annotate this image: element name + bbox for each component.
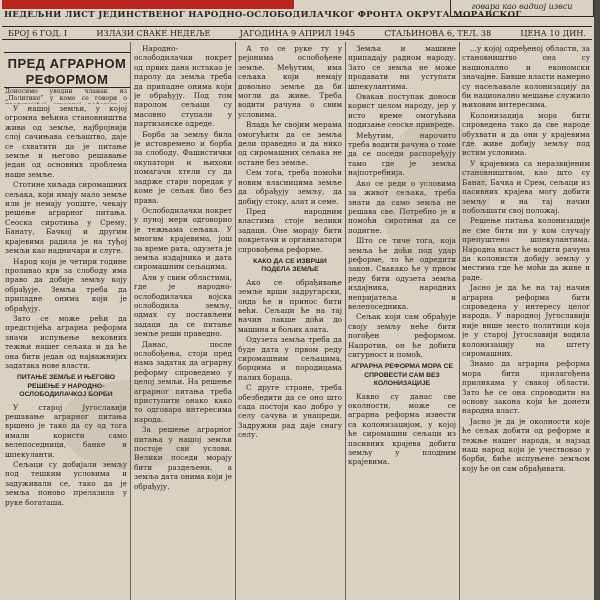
paragraph: ...у којој одређеној области, за становништво она су национално и економски значајне. Бивше власти намерно су насељавале колонизацију да би национално мешање служило њиховим интересима.: [462, 44, 590, 110]
article-column-4: [348, 44, 456, 600]
paragraph: Земља и машине припадају радном народу. Зато се земља не може продавати ни уступати шпекулантима.: [348, 44, 456, 91]
paragraph: Колонизација мора бити спроведена тако да све народе обухвати и да они у крајевима где живе добију земљу под истим условима.: [462, 110, 590, 158]
article-column-5: [462, 44, 590, 600]
paragraph: Ако се реди о условима за живот сељака, треба знати да само земља не решава све. Потребно је и помоћи сиротињи да се подигне.: [348, 178, 456, 235]
paragraph: Какво су данас све околности, може се аграрна реформа извести са колонизацијом, у којој ће сиромашни сељаци из пасивних крајева добити земљу у плодним крајевима.: [348, 391, 456, 467]
paragraph: Што се тиче тога, која земља ће доћи под удар реформе, то ће одредити закон. Свакако ће у првом реду бити одузета земља издајника, народних непријатеља и велепоседника.: [348, 236, 456, 311]
paragraph: Народно-ослободилачки покрет од првих дана истакао је паролу да земља треба да припадне онима који је обрађују. Под том паролом сељаци су масовно ступали у партизанске одреде.: [134, 44, 232, 129]
column-rule: [235, 42, 236, 600]
info-bar: [2, 26, 592, 40]
place-date: ЈАГОДИНА 9 АПРИЛ 1945: [239, 28, 356, 38]
paragraph: У нашој земљи, у којој огромна већина становништва живи од земље, најбројнији слој сачињава сељаштво, даје се схватити да је питање земље и његово решавање један од основних проблема наше земље.: [5, 104, 127, 179]
masthead-logo-band: [2, 0, 294, 9]
masthead-corner-box: говара као вадиој извси: [450, 0, 594, 17]
paragraph: Сем тога, треба помоћи новим власницима земље да обрађују земљу, да добију стоку, алат и семе.: [238, 168, 342, 206]
paragraph: Овакав поступак доноси корист целом народу, јер у исто време омогућава подизање сеоске привреде.: [348, 92, 456, 130]
article-column-3: [238, 44, 342, 600]
paragraph: Одузета земља треба да буде дата у првом реду сиромашним сељацима, борцима и породицама палих бораца.: [238, 335, 342, 382]
paragraph: Решење питања колонизације не сме бити ни у ком случају препуштено шпекулантима. Народна власт ће водити рачуна да колонисти добију земљу у местима где ће моћи да живе и раде.: [462, 216, 590, 282]
paragraph: Ако се обрађивање земље врши задругарски, онда ће и принос бити већи. Сељаци ће на тај начин лакше доћи до машина и бољих алата.: [238, 277, 342, 334]
paragraph: За решење аграрног питања у нашој земљи постоје сви услови. Велики поседи морају бити раздељени, а земља дата онима који је обрађују.: [134, 425, 232, 491]
column-rule: [345, 42, 346, 600]
column-rule: [459, 42, 460, 600]
paragraph: У старој Југославији решавање аграрног питања вршено је тако да су од тога имали користи само велепоседници, банке и шпекуланти.: [5, 402, 127, 459]
paragraph: Пред народним властима стоје велики задаци. Оне морају бити покретачи и организатори спровођења реформе.: [238, 206, 342, 254]
paragraph: Народ који је четири године проливао крв за слободу има право да добије земљу коју обрађује. Земља треба да припадне онима који је обрађују.: [5, 256, 127, 313]
paragraph: Данас, после ослобођења, стоји пред нама задатак да аграрну реформу спроведемо у целој земљи. На решење аграрног питања треба приступити онако како то одговара интересима народа.: [134, 339, 232, 424]
paragraph: Сељак који сам обрађује своју земљу неће бити погођен реформом. Напротив, он ће добити сигурност и помоћ.: [348, 312, 456, 359]
paragraph: А то се руке ту у рејонима ослобођене земље. Међутим, има сељака који немају довољно земље да би могли да живе. Треба водити рачуна о свим условима.: [238, 44, 342, 119]
page-edge-shadow: [594, 0, 600, 600]
paragraph: У крајевима са неразвијеним становништвом, као што су Банат, Бачка и Срем, сељаци из пасивних крајева могу добити земљу и на тај начин побољшати свој положај.: [462, 158, 590, 215]
paragraph: Борба за земљу била је истовремено и борба за слободу. Фашистички окупатори и њихови помагачи хтели су да задрже стари поредак у коме је сељак био без права.: [134, 129, 232, 205]
paragraph: Јасно је да је околности које ће сељак добити од реформе и тежње нашег народа, и најзад наш народ који је учествовао у борби, биће испуњене земљом коју ће он сам обрађивати.: [462, 416, 590, 473]
price: ЦЕНА 10 ДИН.: [520, 28, 586, 38]
article-headline: ПРЕД АГРАРНОМ РЕФОРМОМ: [7, 56, 127, 87]
paragraph: Стотине хиљада сиромашних сељака, који имају мало земље или је немају уопште, чекају решење аграрног питања. Сеоска сиротиња у Срему, Банату, Бачкој и другим крајевима радила је на туђој земљи као надничари и слуге.: [5, 180, 127, 256]
paragraph: Ослободилачки покрет у пуној мери одговорио је тежњама сељака. У многим крајевима, још за време рата, одузета је земља издајника и дата сиромашним сељацима.: [134, 205, 232, 272]
section-subheading: АГРАРНА РЕФОРМА МОРА СЕ СПРОВЕСТИ САМ ВЕЗ КОЛОНИЗАЦИЈЕ: [350, 363, 454, 388]
paragraph: Сељаци су добијали земљу под тешким условима и задуживали се, тако да је земља поново прелазила у руке богаташа.: [5, 460, 127, 507]
article-intro: Доносимо уводни чланак из „Политике” у коме се говори о: [5, 88, 127, 103]
column-rule: [130, 42, 131, 600]
paragraph: Влада ће својим мерама омогућити да се земља дели праведно и да нико од сиромашних сељака не остане без земље.: [238, 120, 342, 167]
publication-frequency: ИЗЛАЗИ СВАКЕ НЕДЕЉЕ: [96, 28, 211, 38]
masthead-subtitle: НЕДЕЉНИ ЛИСТ ЈЕДИНСТВЕНОГ НАРОДНО-ОСЛОБОДИЛАЧКОГ ФРОНТА ОКРУГА МОРАВСКОГ: [4, 10, 522, 20]
paragraph: С друге стране, треба обезбедити да се оно што сада постоји као добро у селу сачува и унапреди. Задружни рад даје снагу селу.: [238, 383, 342, 440]
section-subheading: КАКО ДА СЕ ИЗВРШИ ПОДЕЛА ЗЕМЉЕ: [253, 257, 327, 274]
editorial-address: СТАЉИНОВА 6, ТЕЛ. 38: [384, 28, 492, 38]
issue-number: БРОЈ 6 ГОД. I: [8, 28, 68, 38]
article-column-1: [5, 104, 127, 600]
paragraph: Зато се може рећи да предстојећа аграрна реформа значи испуњење вековних тежњи нашег сељака и да ће она бити један од најважнијих задатака нове власти.: [5, 313, 127, 370]
paragraph: Знамо да аграрна реформа мора бити прилагођена приликама у свакој области. Зато ће се она спроводити на основу закона који ће донети народна власт.: [462, 359, 590, 416]
paragraph: Али у свим областима, где је народно-ослободилачка војска ослободила земљу, одмах су постављени задаци да се питање земље реши праведно.: [134, 272, 232, 339]
paragraph: Међутим, нарочито треба водити рачуна о томе да се поседи распоређују тамо где је земља најпотребнија.: [348, 130, 456, 178]
article-column-2: [134, 44, 232, 600]
paragraph: Јасно је да ће на тај начин аграрна реформа бити спроведена у интересу целог народа. У народној Југославији није више место политици која је у старој Југославији водила колонизацију на штету сиромашних.: [462, 283, 590, 358]
section-subheading: ПИТАЊЕ ЗЕМЉЕ И ЊЕГОВО РЕШЕЊЕ У НАРОДНО-ОСЛОБОДИЛАЧКОЈ БОРБИ: [17, 374, 115, 399]
